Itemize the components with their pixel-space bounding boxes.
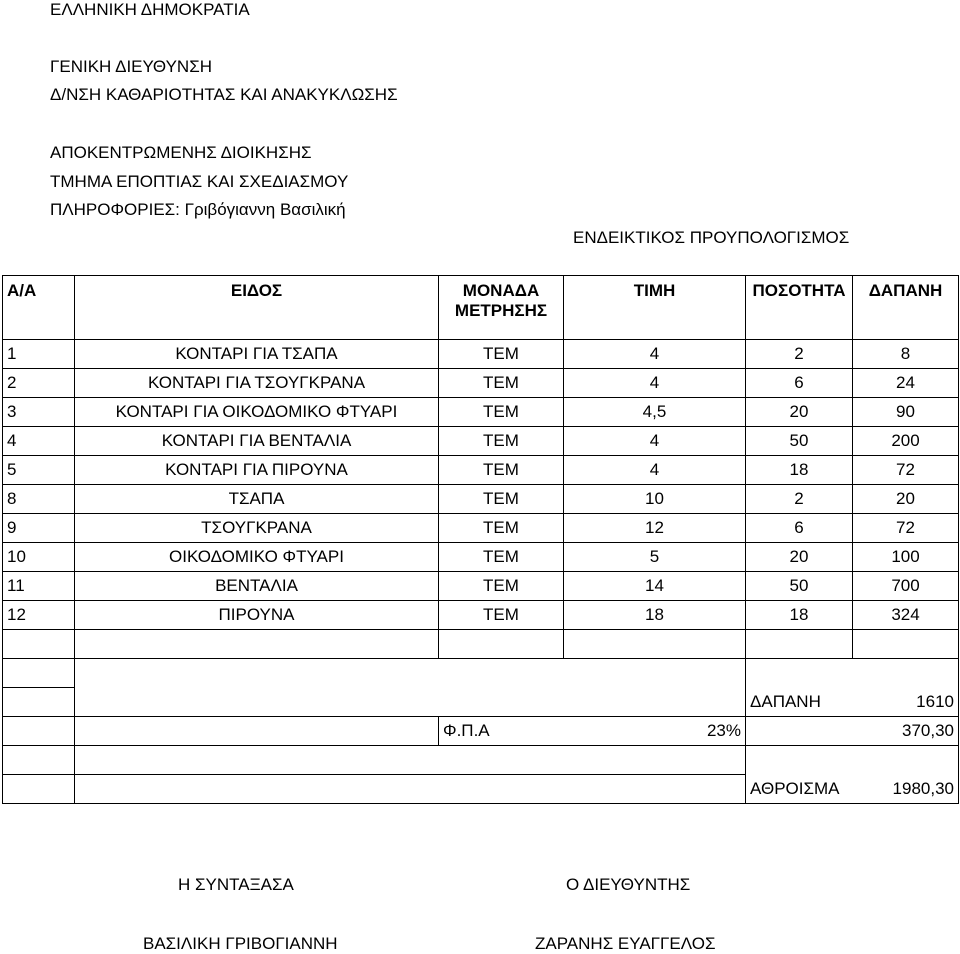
row-quantity: 18 [746,456,853,485]
sum-label: ΑΘΡΟΙΣΜΑ [746,775,853,804]
row-cost: 324 [853,601,959,630]
table-row [3,514,959,543]
row-unit: ΤΕΜ [439,485,564,514]
row-quantity: 50 [746,427,853,456]
row-unit: ΤΕΜ [439,456,564,485]
empty-cell [75,630,439,659]
header-cost: ΔΑΠΑΝΗ [853,276,959,340]
row-item: ΒΕΝΤΑΛΙΑ [75,572,439,601]
empty-cell [75,659,746,688]
empty-cell [3,746,75,775]
row-price: 10 [564,485,746,514]
director-name: ΖΑΡΑΝΗΣ ΕΥΑΓΓΕΛΟΣ [535,934,716,953]
row-aa: 3 [3,398,75,427]
row-cost: 24 [853,369,959,398]
empty-row [3,746,959,775]
table-row [3,572,959,601]
header-item: ΕΙΔΟΣ [75,276,439,340]
total-cost-label: ΔΑΠΑΝΗ [746,688,853,717]
vat-row [3,717,959,746]
table-row [3,543,959,572]
row-item: ΚΟΝΤΑΡΙ ΓΙΑ ΒΕΝΤΑΛΙΑ [75,427,439,456]
empty-cell [3,688,75,717]
vat-rate: 23% [564,717,746,746]
header-unit-line2: ΜΕΤΡΗΣΗΣ [454,301,548,320]
country-name: ΕΛΛΗΝΙΚΗ ΔΗΜΟΚΡΑΤΙΑ [50,0,250,19]
row-unit: ΤΕΜ [439,543,564,572]
row-item: ΠΙΡΟΥΝΑ [75,601,439,630]
row-quantity: 2 [746,485,853,514]
table-row [3,369,959,398]
empty-cell [3,630,75,659]
empty-cell [75,775,746,804]
row-cost: 8 [853,340,959,369]
sum-value: 1980,30 [853,775,959,804]
row-aa: 5 [3,456,75,485]
table-header-row [3,276,959,340]
row-quantity: 20 [746,398,853,427]
row-price: 14 [564,572,746,601]
row-cost: 700 [853,572,959,601]
general-directorate: ΓΕΝΙΚΗ ΔΙΕΥΘΥΝΣΗ [50,57,212,76]
row-quantity: 6 [746,369,853,398]
row-aa: 11 [3,572,75,601]
table-row [3,456,959,485]
empty-cell [564,630,746,659]
row-price: 4,5 [564,398,746,427]
row-price: 5 [564,543,746,572]
row-item: ΚΟΝΤΑΡΙ ΓΙΑ ΟΙΚΟΔΟΜΙΚΟ ΦΤΥΑΡΙ [75,398,439,427]
row-price: 4 [564,369,746,398]
row-aa: 1 [3,340,75,369]
row-aa: 9 [3,514,75,543]
header-aa: Α/Α [3,276,75,340]
row-cost: 72 [853,456,959,485]
row-item: ΤΣΟΥΓΚΡΑΝΑ [75,514,439,543]
row-unit: ΤΕΜ [439,369,564,398]
vat-label: Φ.Π.Α [439,717,564,746]
header-unit-line1: ΜΟΝΑΔΑ [462,281,540,300]
row-price: 4 [564,456,746,485]
row-unit: ΤΕΜ [439,427,564,456]
table-row [3,601,959,630]
writer-name: ΒΑΣΙΛΙΚΗ ΓΡΙΒΟΓΙΑΝΝΗ [143,934,338,953]
table-row [3,427,959,456]
row-cost: 20 [853,485,959,514]
row-item: ΚΟΝΤΑΡΙ ΓΙΑ ΠΙΡΟΥΝΑ [75,456,439,485]
row-unit: ΤΕΜ [439,601,564,630]
row-price: 4 [564,340,746,369]
empty-cell [853,630,959,659]
empty-cell [75,746,746,775]
row-aa: 2 [3,369,75,398]
row-cost: 72 [853,514,959,543]
row-unit: ΤΕΜ [439,398,564,427]
row-item: ΚΟΝΤΑΡΙ ΓΙΑ ΤΣΟΥΓΚΡΑΝΑ [75,369,439,398]
empty-cell [439,630,564,659]
row-unit: ΤΕΜ [439,572,564,601]
contact-info: ΠΛΗΡΟΦΟΡΙΕΣ: Γριβόγιαννη Βασιλική [50,200,346,219]
header-price: ΤΙΜΗ [564,276,746,340]
row-quantity: 18 [746,601,853,630]
row-item: ΤΣΑΠΑ [75,485,439,514]
row-quantity: 2 [746,340,853,369]
directorate-name: Δ/ΝΣΗ ΚΑΘΑΡΙΟΤΗΤΑΣ ΚΑΙ ΑΝΑΚΥΚΛΩΣΗΣ [50,85,398,104]
sum-row [3,775,959,804]
header-quantity: ΠΟΣΟΤΗΤΑ [746,276,853,340]
row-quantity: 6 [746,514,853,543]
empty-cell [853,659,959,688]
empty-cell [3,775,75,804]
row-quantity: 20 [746,543,853,572]
empty-cell [75,717,439,746]
empty-cell [746,630,853,659]
empty-cell [3,659,75,688]
row-price: 12 [564,514,746,543]
row-cost: 100 [853,543,959,572]
empty-cell [3,717,75,746]
row-aa: 12 [3,601,75,630]
table-row [3,398,959,427]
empty-cell [75,688,746,717]
row-item: ΚΟΝΤΑΡΙ ΓΙΑ ΤΣΑΠΑ [75,340,439,369]
row-item: ΟΙΚΟΔΟΜΙΚΟ ΦΤΥΑΡΙ [75,543,439,572]
row-price: 18 [564,601,746,630]
row-price: 4 [564,427,746,456]
budget-table [2,275,959,804]
row-cost: 90 [853,398,959,427]
section-name: ΤΜΗΜΑ ΕΠΟΠΤΙΑΣ ΚΑΙ ΣΧΕΔΙΑΣΜΟΥ [50,172,349,191]
row-aa: 4 [3,427,75,456]
director-title: Ο ΔΙΕΥΘΥΝΤΗΣ [566,875,691,894]
row-cost: 200 [853,427,959,456]
empty-cell [746,746,959,775]
row-aa: 10 [3,543,75,572]
row-aa: 8 [3,485,75,514]
header-unit [439,276,564,340]
budget-title: ΕΝΔΕΙΚΤΙΚΟΣ ΠΡΟΥΠΟΛΟΓΙΣΜΟΣ [573,228,850,247]
total-cost-value: 1610 [853,688,959,717]
row-unit: ΤΕΜ [439,340,564,369]
writer-title: Η ΣΥΝΤΑΞΑΣΑ [178,875,294,894]
empty-row [3,659,959,688]
empty-cell [746,659,853,688]
empty-row [3,630,959,659]
table-row [3,340,959,369]
row-quantity: 50 [746,572,853,601]
table-row [3,485,959,514]
total-cost-row [3,688,959,717]
administration-name: ΑΠΟΚΕΝΤΡΩΜΕΝΗΣ ΔΙΟΙΚΗΣΗΣ [50,143,312,162]
row-unit: ΤΕΜ [439,514,564,543]
vat-value: 370,30 [746,717,959,746]
